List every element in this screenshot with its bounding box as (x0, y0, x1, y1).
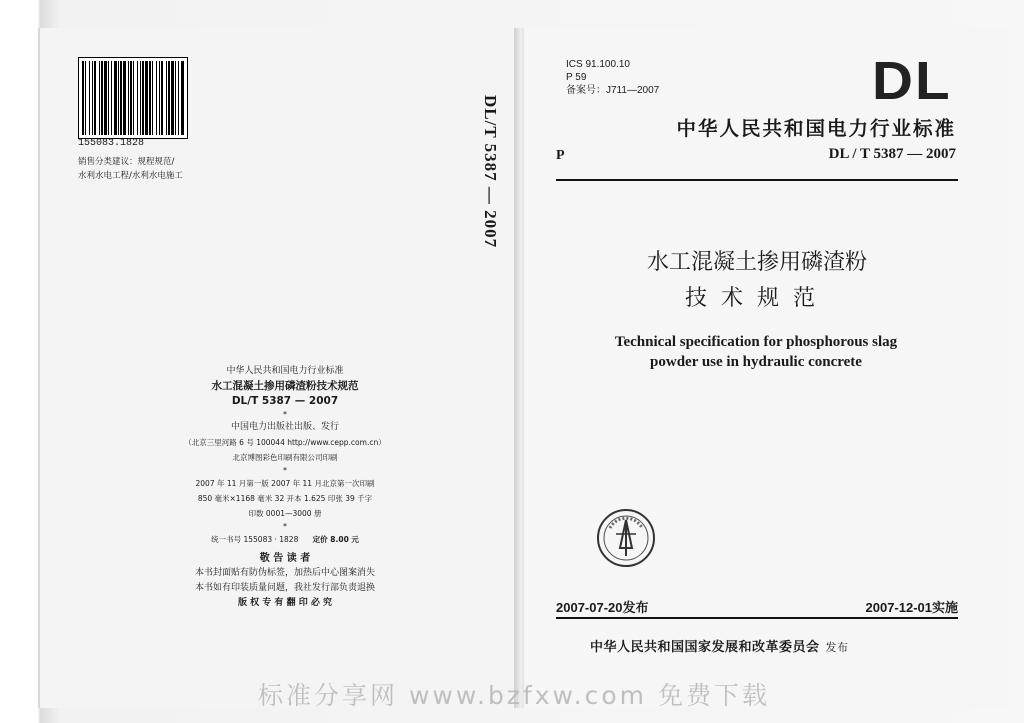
header-rule (556, 179, 958, 181)
issue-date: 2007-07-20发布 (556, 600, 649, 615)
official-seal-icon (596, 508, 656, 568)
colophon-printer: 北京博图彩色印刷有限公司印刷 (232, 453, 338, 462)
copyright-notice: 版 权 专 有 翻 印 必 究 (238, 598, 332, 608)
publish-action: 发布 (825, 641, 849, 654)
p-code: P 59 (566, 72, 587, 83)
classification-block (566, 58, 659, 97)
standard-series-title: 中华人民共和国电力行业标准 (676, 117, 956, 140)
catalog-note-line: 水利水电工程/水利水电施工 (78, 171, 183, 181)
colophon-series: 中华人民共和国电力行业标准 (226, 366, 344, 376)
colophon-book-number-line (130, 532, 440, 547)
document-title-en-line: powder use in hydraulic concrete (650, 354, 862, 370)
document-title-cn (556, 245, 958, 317)
document-title-en (566, 332, 946, 372)
colophon (130, 364, 440, 611)
footer-rule (556, 617, 958, 619)
notice-line: 本书封面贴有防伪标签，加热后中心图案消失 (194, 568, 375, 578)
standard-class: P (556, 148, 565, 163)
colophon-address: （北京三里河路 6 号 100044 http://www.cepp.com.cn） (184, 438, 386, 447)
document-title-line: 水工混凝土掺用磷渣粉 (646, 250, 867, 275)
dl-logo: DL (872, 51, 952, 111)
site-watermark: 标准分享网 www.bzfxw.com 免费下载 (258, 681, 770, 710)
colophon-title: 水工混凝土掺用磷渣粉技术规范 (211, 380, 359, 392)
filing-number: 备案号：J711—2007 (566, 85, 660, 96)
colophon-book-number: 统一书号 155083 · 1828 (211, 535, 299, 544)
colophon-format: 850 毫米×1168 毫米 32 开本 1.625 印张 39 千字 (197, 494, 373, 503)
notice-title: 敬 告 读 者 (259, 553, 311, 564)
colophon-print-run: 印数 0001—3000 册 (248, 509, 322, 518)
catalog-note (78, 155, 183, 183)
document-title-line: 技术规范 (684, 286, 829, 311)
colophon-edition: 2007 年 11 月第一版 2007 年 11 月北京第一次印刷 (195, 479, 375, 488)
colophon-number: DL/T 5387 — 2007 (231, 395, 339, 407)
barcode-image (78, 57, 188, 139)
barcode-number: 155083.1828 (78, 138, 145, 149)
notice-line: 本书如有印装质量问题，我社发行部负责退换 (194, 583, 375, 593)
publisher-name: 中华人民共和国国家发展和改革委员会 (590, 640, 820, 655)
separator-dot: * (283, 466, 287, 475)
spine-standard-code: DL/T 5387 — 2007 (481, 95, 500, 249)
separator-dot: * (283, 522, 287, 531)
catalog-note-line: 销售分类建议：规程规范/ (78, 157, 175, 167)
standard-number: DL / T 5387 — 2007 (828, 146, 956, 162)
separator-dot: * (283, 410, 287, 419)
colophon-price: 定价 8.00 元 (312, 535, 359, 544)
ics-code: ICS 91.100.10 (566, 59, 630, 70)
colophon-publisher: 中国电力出版社出版、发行 (230, 422, 339, 432)
implementation-date: 2007-12-01实施 (865, 600, 958, 615)
document-title-en-line: Technical specification for phosphorous slag (614, 334, 898, 350)
publisher-line (590, 636, 849, 655)
